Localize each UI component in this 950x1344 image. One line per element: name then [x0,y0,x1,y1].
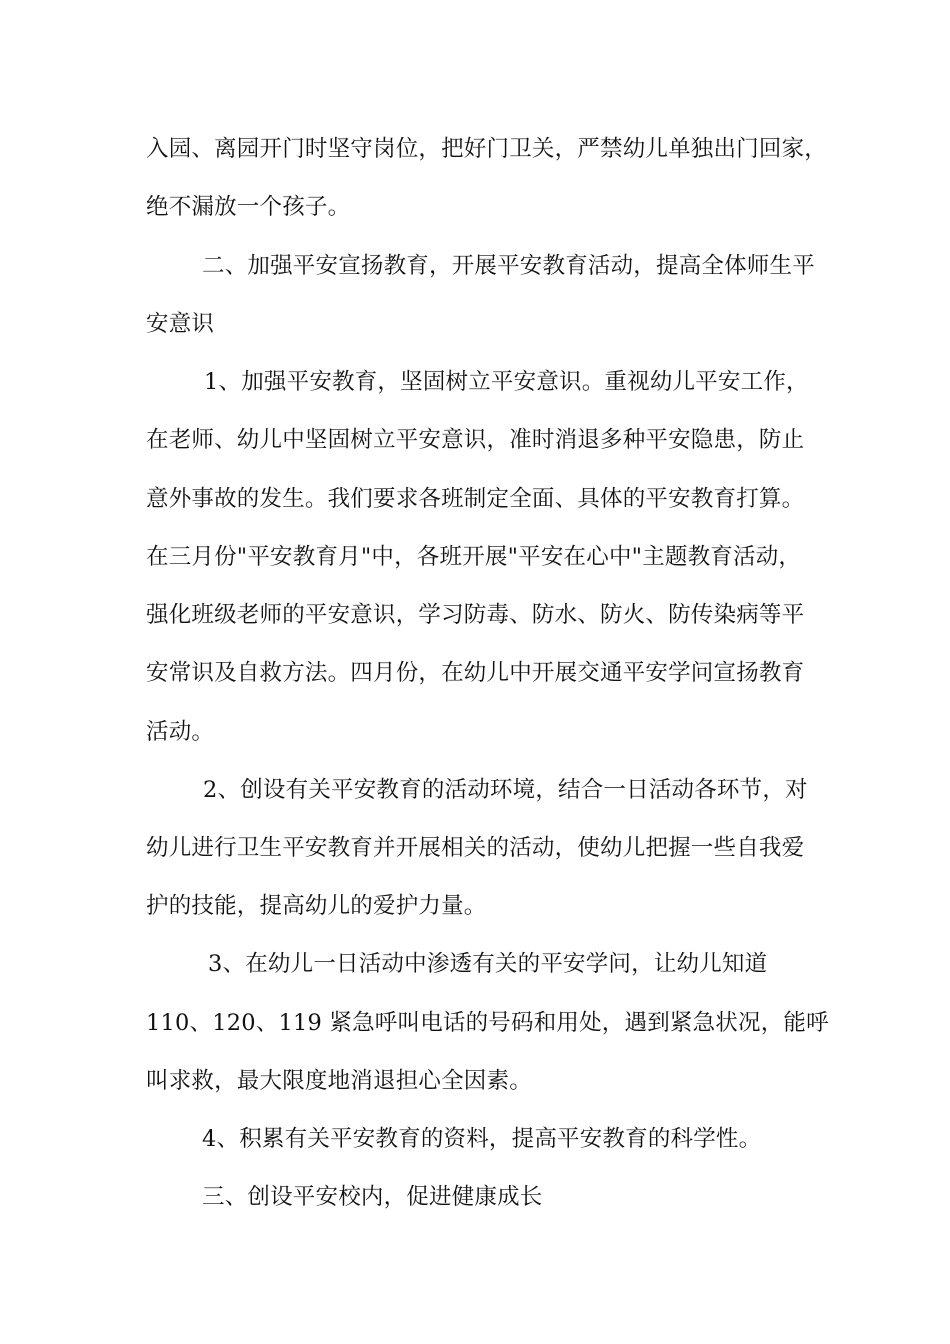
text-line-14: 护的技能，提高幼儿的爱护力量。 [146,893,487,919]
text-line-16: 110、120、119 紧急呼叫电话的号码和用处，遇到紧急状况，能呼 [146,1010,829,1036]
text-line-4: 安意识 [146,311,215,337]
text-line-10: 安常识及自救方法。四月份，在幼儿中开展交通平安学问宣扬教育 [146,660,805,686]
section-heading-2: 二、加强平安宣扬教育，开展平安教育活动，提高全体师生平 [202,253,815,279]
text-line-1: 入园、离园开门时坚守岗位，把好门卫关，严禁幼儿单独出门回家， [146,136,828,162]
item-1-start: 1、加强平安教育，坚固树立平安意识。重视幼儿平安工作， [204,369,809,395]
text-line-6: 在老师、幼儿中坚固树立平安意识，准时消退多种平安隐患，防止 [146,427,805,453]
item-2-start: 2、创设有关平安教育的活动环境，结合一日活动各环节，对 [203,777,808,803]
item-4: 4、积累有关平安教育的资料，提高平安教育的科学性。 [202,1126,762,1152]
text-line-13: 幼儿进行卫生平安教育并开展相关的活动，使幼儿把握一些自我爱 [146,835,805,861]
text-line-2: 绝不漏放一个孩子。 [146,194,351,220]
text-line-7: 意外事故的发生。我们要求各班制定全面、具体的平安教育打算。 [146,486,805,512]
text-line-17: 叫求救，最大限度地消退担心全因素。 [146,1068,532,1094]
text-line-9: 强化班级老师的平安意识，学习防毒、防水、防火、防传染病等平 [146,602,805,628]
text-line-11: 活动。 [146,719,215,745]
item-3-start: 3、在幼儿一日活动中渗透有关的平安学问，让幼儿知道 [208,951,768,977]
text-line-8: 在三月份"平安教育月"中，各班开展"平安在心中"主题教育活动， [146,544,802,570]
section-heading-3: 三、创设平安校内，促进健康成长 [202,1184,543,1210]
